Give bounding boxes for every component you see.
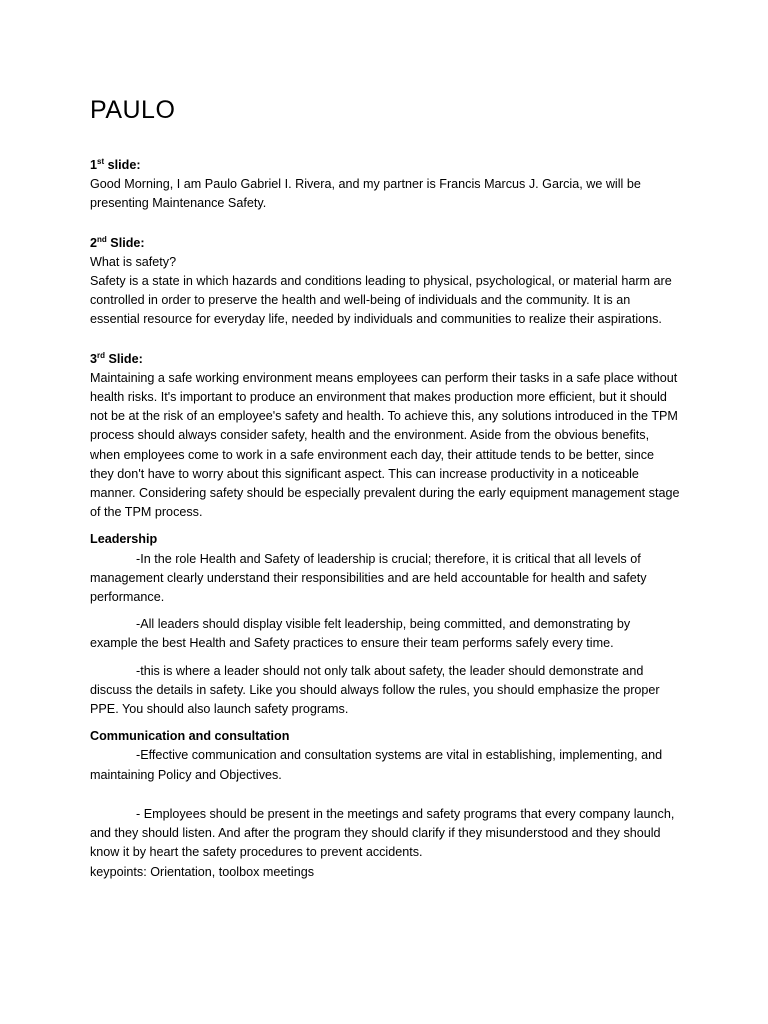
slide1-heading-rest: slide: (104, 158, 141, 172)
slide3-heading (90, 350, 680, 369)
document-title: PAULO (90, 96, 176, 124)
slide2-question: What is safety? (90, 254, 177, 269)
document-body (90, 156, 680, 882)
communication-paragraph-2: - Employees should be present in the meetings and safety programs that every company launch, and they should listen. And after the program they should clarify if they misunderstood and they should know it by heart the safety procedures to prevent accidents. (90, 806, 675, 860)
slide1-text: Good Morning, I am Paulo Gabriel I. Rivera, and my partner is Francis Marcus J. Garcia, we will be presenting Maintenance Safety. (90, 177, 641, 211)
communication-paragraph-1: -Effective communication and consultation systems are vital in establishing, implementing, and maintaining Policy and Objectives. (90, 748, 663, 782)
slide3-text: Maintaining a safe working environment means employees can perform their tasks in a safe place without health risks. It's important to produce an environment that makes production more efficient, but it should not be at the risk of an employee's safety and health. To achieve this, any solutions introduced in the TPM process should always consider safety, health and the environment. Aside from the obvious benefits, when employees come to work in a safe environment each day, their attitude tends to be better, since they don't have to worry about this significant aspect. This can increase productivity in a noticeable manner. Considering safety should be especially prevalent during the early equipment management stage of the TPM process. (90, 370, 680, 520)
communication-heading: Communication and consultation (90, 729, 290, 744)
keypoints-text: keypoints: Orientation, toolbox meetings (90, 864, 315, 879)
slide2-heading-rest: Slide: (106, 235, 145, 250)
slide2-heading (90, 234, 680, 253)
slide3-heading-sup: rd (97, 350, 106, 360)
leadership-paragraph-1: -In the role Health and Safety of leadership is crucial; therefore, it is critical that all levels of management clearly understand their responsibilities and are held accountable for health and safety performance. (90, 551, 647, 605)
slide2-text: Safety is a state in which hazards and conditions leading to physical, psychological, or material harm are controlled in order to preserve the health and well-being of individuals and the community. It is an essential resource for everyday life, needed by individuals and communities to realize their aspirations. (90, 274, 672, 327)
slide3-heading-num: 3 (90, 351, 98, 366)
slide1-heading-sup: st (97, 156, 105, 166)
slide2-heading-num: 2 (90, 235, 98, 250)
slide3-heading-rest: Slide: (105, 351, 143, 366)
leadership-paragraph-2: -All leaders should display visible felt leadership, being committed, and demonstrating by example the best Health and Safety practices to ensure their team performs safely every time. (90, 617, 631, 651)
slide1-heading (90, 156, 680, 175)
slide2-heading-sup: nd (97, 234, 107, 244)
leadership-heading: Leadership (90, 532, 158, 547)
leadership-paragraph-3: -this is where a leader should not only talk about safety, the leader should demonstrate and discuss the details in safety. Like you should always follow the rules, you should emphasize the proper PPE. You should also launch safety programs. (90, 663, 660, 717)
slide1-heading-num: 1 (90, 158, 98, 172)
